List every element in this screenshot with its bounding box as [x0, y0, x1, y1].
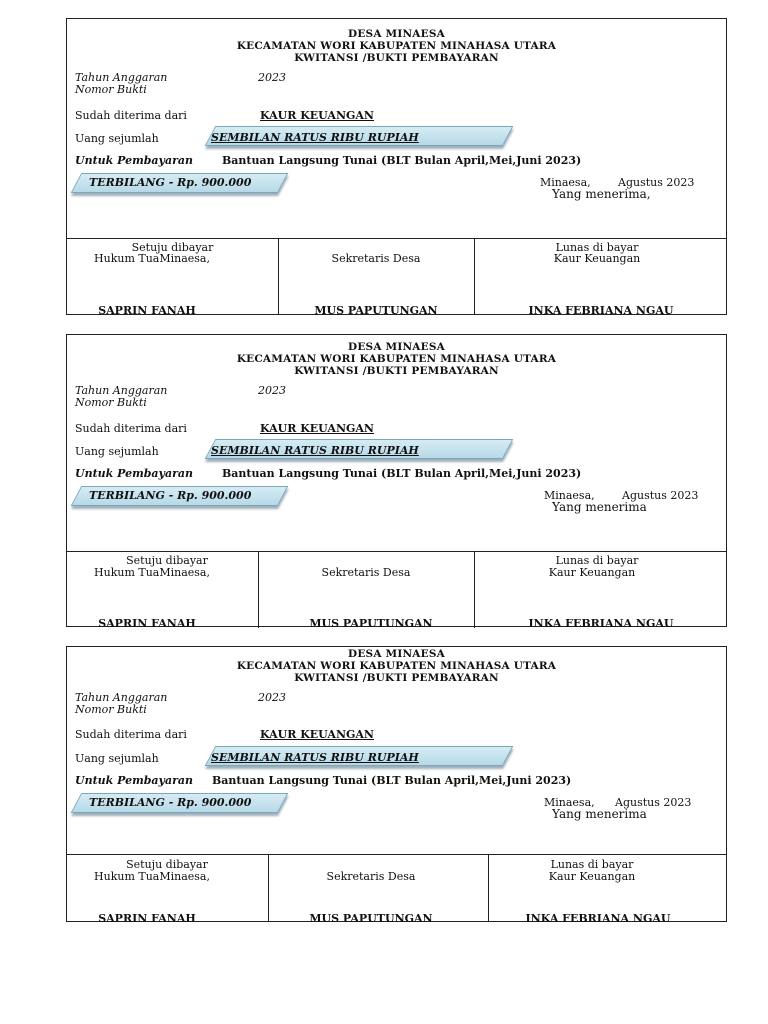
receipt-3	[66, 646, 727, 925]
document-title: KWITANSI /BUKTI PEMBAYARAN	[294, 365, 499, 377]
proof-number-label: Nomor Bukti	[75, 703, 147, 716]
head-label: Hukum TuaMinaesa,	[94, 566, 210, 579]
receiver-label: Yang menerima	[552, 500, 647, 514]
approve-label: Setuju dibayar	[126, 858, 208, 871]
village-name: DESA MINAESA	[348, 648, 445, 660]
amount-words: SEMBILAN RATUS RIBU RUPIAH	[211, 751, 419, 764]
treasurer-name: INKA FEBRIANA NGAU	[525, 912, 671, 925]
treasurer-label: Kaur Keuangan	[548, 870, 636, 883]
paid-label: Lunas di bayar	[555, 241, 639, 254]
received-from-value: KAUR KEUANGAN	[260, 728, 374, 741]
received-from-label: Sudah diterima dari	[75, 728, 187, 741]
treasurer-label: Kaur Keuangan	[548, 566, 636, 579]
secretary-label: Sekretaris Desa	[321, 566, 411, 579]
amount-figure: TERBILANG - Rp. 900.000	[89, 176, 252, 189]
date: Agustus 2023	[615, 796, 692, 809]
received-from-label: Sudah diterima dari	[75, 109, 187, 122]
receiver-label: Yang menerima	[552, 807, 647, 821]
receipt-1	[66, 18, 727, 315]
place: Minaesa,	[544, 489, 595, 502]
date: Agustus 2023	[618, 176, 695, 189]
received-from-value: KAUR KEUANGAN	[260, 109, 374, 122]
proof-number-label: Nomor Bukti	[75, 83, 147, 96]
receipt-2	[66, 334, 727, 630]
signature-divider	[67, 238, 726, 239]
treasurer-name: INKA FEBRIANA NGAU	[528, 617, 674, 630]
payment-for-value: Bantuan Langsung Tunai (BLT Bulan April,Mei,Juni 2023)	[222, 467, 582, 480]
document-title: KWITANSI /BUKTI PEMBAYARAN	[294, 52, 499, 64]
district-name: KECAMATAN WORI KABUPATEN MINAHASA UTARA	[236, 660, 557, 672]
budget-year-value: 2023	[258, 71, 286, 84]
secretary-name: MUS PAPUTUNGAN	[314, 304, 438, 317]
district-name: KECAMATAN WORI KABUPATEN MINAHASA UTARA	[236, 353, 557, 365]
amount-figure: TERBILANG - Rp. 900.000	[89, 489, 252, 502]
secretary-label: Sekretaris Desa	[331, 252, 421, 265]
paid-label: Lunas di bayar	[550, 858, 634, 871]
payment-for-label: Untuk Pembayaran	[75, 467, 193, 480]
treasurer-name: INKA FEBRIANA NGAU	[528, 304, 674, 317]
amount-label: Uang sejumlah	[75, 132, 159, 145]
document-title: KWITANSI /BUKTI PEMBAYARAN	[294, 672, 499, 684]
village-name: DESA MINAESA	[348, 341, 445, 353]
head-name: SAPRIN FANAH	[98, 617, 196, 630]
budget-year-label: Tahun Anggaran	[75, 691, 168, 704]
amount-words: SEMBILAN RATUS RIBU RUPIAH	[211, 444, 419, 457]
place: Minaesa,	[544, 796, 595, 809]
amount-words: SEMBILAN RATUS RIBU RUPIAH	[211, 131, 419, 144]
payment-for-label: Untuk Pembayaran	[75, 774, 193, 787]
date: Agustus 2023	[622, 489, 699, 502]
treasurer-label: Kaur Keuangan	[553, 252, 641, 265]
signature-divider	[67, 854, 726, 855]
received-from-value: KAUR KEUANGAN	[260, 422, 374, 435]
head-label: Hukum TuaMinaesa,	[94, 870, 210, 883]
head-name: SAPRIN FANAH	[98, 304, 196, 317]
budget-year-label: Tahun Anggaran	[75, 71, 168, 84]
received-from-label: Sudah diterima dari	[75, 422, 187, 435]
approve-label: Setuju dibayar	[131, 241, 214, 254]
secretary-label: Sekretaris Desa	[326, 870, 416, 883]
secretary-name: MUS PAPUTUNGAN	[309, 617, 433, 630]
district-name: KECAMATAN WORI KABUPATEN MINAHASA UTARA	[236, 40, 557, 52]
receiver-label: Yang menerima,	[552, 187, 651, 201]
budget-year-value: 2023	[258, 691, 286, 704]
secretary-name: MUS PAPUTUNGAN	[309, 912, 433, 925]
signature-divider	[67, 551, 726, 552]
place: Minaesa,	[540, 176, 591, 189]
paid-label: Lunas di bayar	[555, 554, 639, 567]
budget-year-label: Tahun Anggaran	[75, 384, 168, 397]
budget-year-value: 2023	[258, 384, 286, 397]
head-name: SAPRIN FANAH	[98, 912, 196, 925]
payment-for-value: Bantuan Langsung Tunai (BLT Bulan April,Mei,Juni 2023)	[222, 154, 582, 167]
payment-for-label: Untuk Pembayaran	[75, 154, 193, 167]
amount-label: Uang sejumlah	[75, 752, 159, 765]
approve-label: Setuju dibayar	[126, 554, 208, 567]
village-name: DESA MINAESA	[348, 28, 445, 40]
amount-label: Uang sejumlah	[75, 445, 159, 458]
payment-for-value: Bantuan Langsung Tunai (BLT Bulan April,Mei,Juni 2023)	[212, 774, 572, 787]
head-label: Hukum TuaMinaesa,	[94, 252, 210, 265]
amount-figure: TERBILANG - Rp. 900.000	[89, 796, 252, 809]
proof-number-label: Nomor Bukti	[75, 396, 147, 409]
